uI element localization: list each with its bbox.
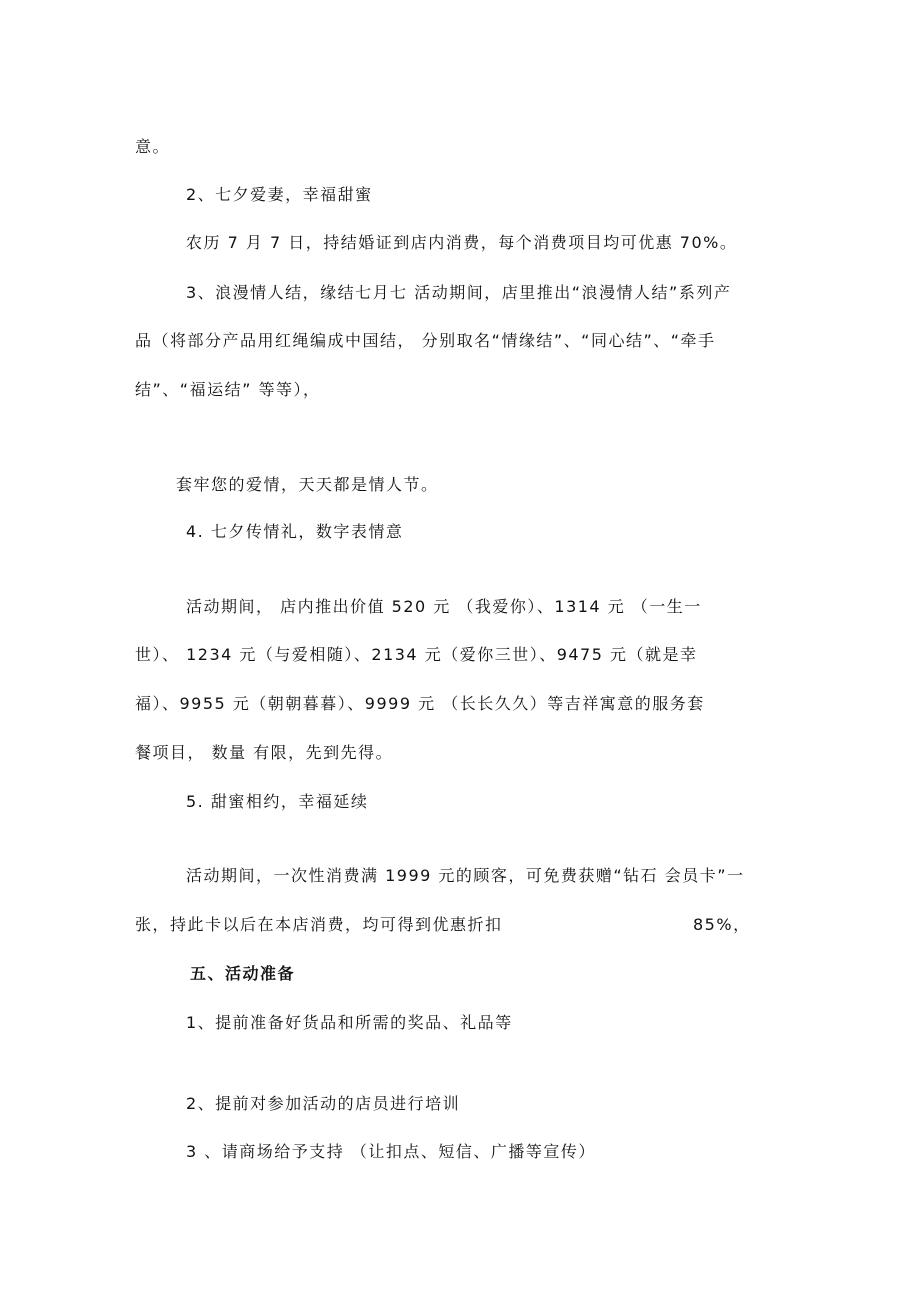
text-line-14: 活动期间，一次性消费满 1999 元的顾客，可免费获赠“钻石 会员卡”一 xyxy=(186,866,745,885)
text-line-5: 品（将部分产品用红绳编成中国结， 分别取名“情缘结”、“同心结”、“牵手 xyxy=(135,331,716,350)
section-item-5: 5. 甜蜜相约，幸福延续 xyxy=(186,792,369,811)
text-line-1: 意。 xyxy=(135,137,171,156)
section-item-2: 2、七夕爱妻，幸福甜蜜 xyxy=(186,185,373,204)
text-line-9: 活动期间， 店内推出价值 520 元 （我爱你）、1314 元 （一生一 xyxy=(186,597,702,616)
discount-value: 85%， xyxy=(693,915,751,934)
prep-item-2: 2、提前对参加活动的店员进行培训 xyxy=(186,1094,461,1113)
text-line-15: 张，持此卡以后在本店消费，均可得到优惠折扣 xyxy=(135,915,503,934)
text-line-6: 结”、“福运结” 等等）， xyxy=(135,380,321,399)
text-line-7: 套牢您的爱情，天天都是情人节。 xyxy=(176,475,439,494)
section-item-3: 3、浪漫情人结，缘结七月七 活动期间，店里推出“浪漫情人结”系列产 xyxy=(186,283,732,302)
prep-item-3: 3 、请商场给予支持 （让扣点、短信、广播等宣传） xyxy=(186,1142,596,1161)
text-line-11: 福）、9955 元（朝朝暮暮）、9999 元 （长长久久）等吉祥寓意的服务套 xyxy=(135,694,705,713)
text-line-12: 餐项目， 数量 有限，先到先得。 xyxy=(135,743,394,762)
section-item-4: 4. 七夕传情礼，数字表情意 xyxy=(186,522,404,541)
section-heading-preparation: 五、活动准备 xyxy=(190,964,296,983)
text-line-10: 世）、 1234 元（与爱相随）、2134 元（爱你三世）、9475 元（就是幸 xyxy=(135,645,698,664)
text-line-3: 农历 7 月 7 日，持结婚证到店内消费，每个消费项目均可优惠 70%。 xyxy=(186,233,738,252)
prep-item-1: 1、提前准备好货品和所需的奖品、礼品等 xyxy=(186,1013,513,1032)
